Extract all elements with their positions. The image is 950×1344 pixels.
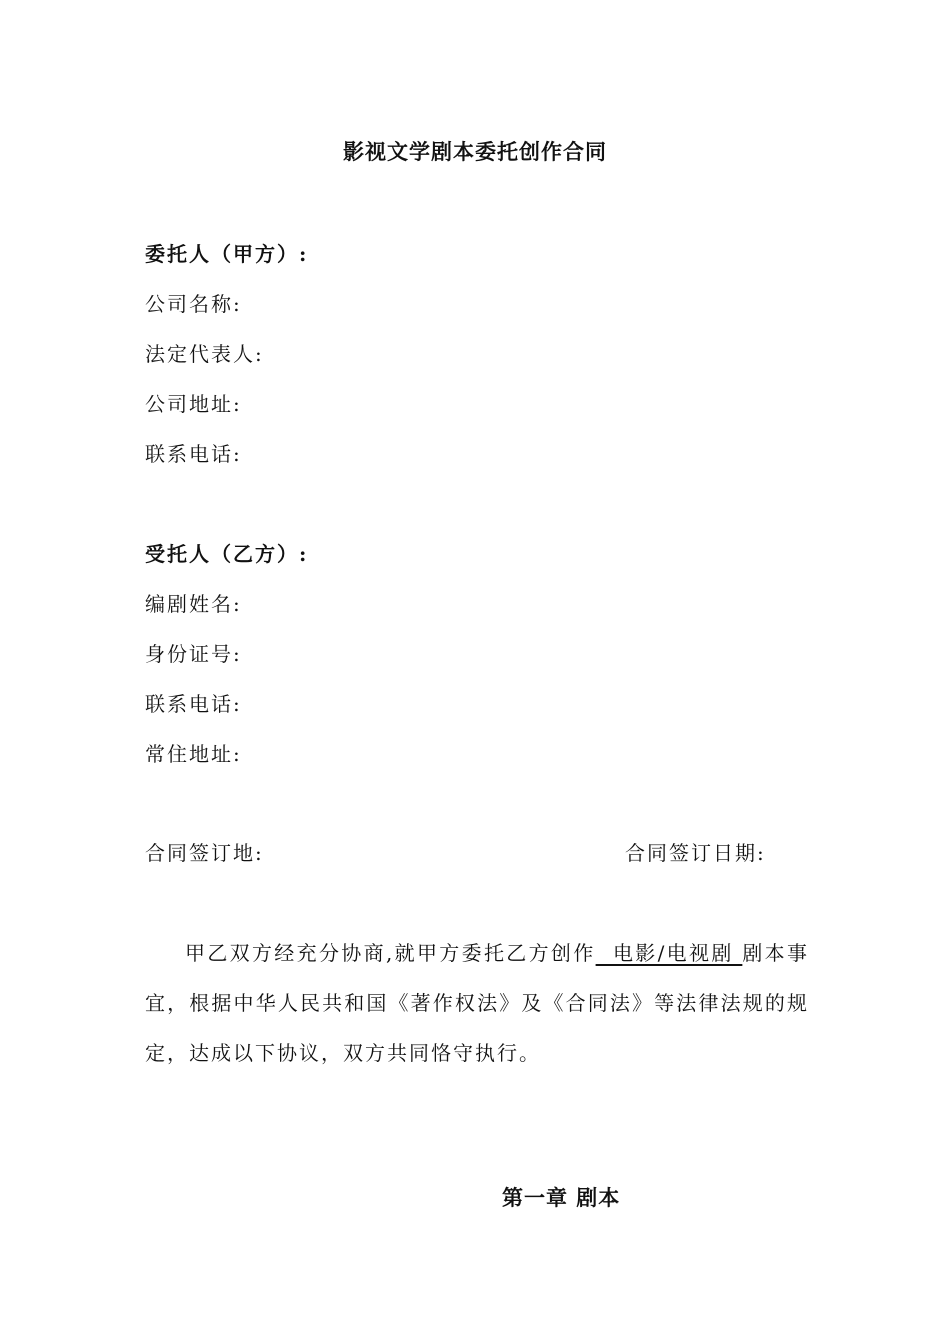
party-b-writer-name-label: 编剧姓名: xyxy=(145,592,242,616)
preamble-text-start: 甲乙双方经充分协商,就甲方委托乙方创作 xyxy=(185,941,596,965)
party-a-address-label: 公司地址: xyxy=(145,392,242,416)
chapter-one-heading: 第一章 剧本 xyxy=(502,1185,621,1210)
party-a-phone-label: 联系电话: xyxy=(145,442,242,466)
signing-place-label: 合同签订地: xyxy=(145,841,264,865)
preamble-text-end: 剧本事宜，根据中华人民共和国《著作权法》及《合同法》等法律法规的规定，达成以下协议，双方共同恪守执行。 xyxy=(145,941,810,1065)
work-type-underlined: 电影/电视剧 xyxy=(595,941,743,965)
party-b-id-number-label: 身份证号: xyxy=(145,642,242,666)
party-a-company-name-label: 公司名称: xyxy=(145,292,242,316)
party-a-heading: 委托人（甲方）: xyxy=(145,242,309,266)
party-b-heading: 受托人（乙方）: xyxy=(145,542,309,566)
preamble-paragraph xyxy=(145,928,809,1078)
party-b-phone-label: 联系电话: xyxy=(145,692,242,716)
party-a-legal-rep-label: 法定代表人: xyxy=(145,342,264,366)
party-b-address-label: 常住地址: xyxy=(145,742,242,766)
document-title: 影视文学剧本委托创作合同 xyxy=(343,139,607,164)
signing-date-label: 合同签订日期: xyxy=(625,841,766,865)
